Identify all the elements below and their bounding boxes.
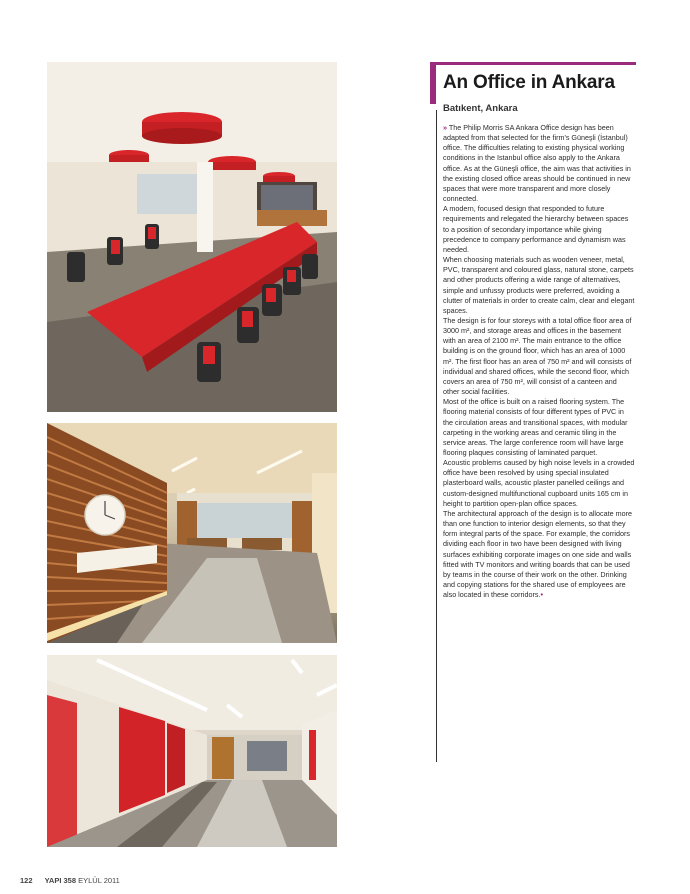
page-footer [20,876,120,885]
article-paragraph: A modern, focused design that responded to future requirements and relegated the hierarchy between spaces to a position of secondary importance while giving precedence to company performance and dynamism was needed. [443,204,629,254]
article-body [443,123,635,600]
end-mark-icon: • [540,590,544,600]
column-vertical-rule [436,110,437,762]
article-paragraph [443,123,635,204]
photo-reception-lobby [47,423,337,643]
article-subtitle: Batıkent, Ankara [443,103,518,114]
article-paragraph: Acoustic problems caused by high noise levels in a crowded office have been resolved by using special insulated plasterboard walls, acoustic plaster panelled ceilings and custom-designed multifunctional cupboard units 165 cm in height to partition open-plan office spaces. [443,458,635,508]
photo-corridor [47,655,337,847]
issue-date: EYLÜL 2011 [78,876,120,885]
article-paragraph: When choosing materials such as wooden veneer, metal, PVC, transparent and coloured glass, natural stone, carpets and other products offering a wide range of alternatives, simple and unfussy products were preferred, avoiding a clutter of materials in order to create calm, clear and elegant spaces. [443,255,635,315]
paragraph-text: The Philip Morris SA Ankara Office design has been adapted from that selected for the firm's Güneşli (İstanbul) office. The difficulties relating to existing physical working conditions in the Istanbul office also apply to the Ankara office. As at the Güneşli office, the aim was that activities in the existing closed office areas should be continued in new spaces that were more transparent and more closely connected. [443,123,631,204]
magazine-name: YAPI 358 [44,876,77,885]
photo-conference-room [47,62,337,412]
article-paragraph [443,509,635,600]
title-accent-side-bar [430,62,436,104]
paragraph-text: The architectural approach of the design is to allocate more than one function to interior design elements, so that they form integral parts of the space. For example, the corridors dividing each floor in two have been designed with living surfaces exhibiting corporate images on one side and walls fitted with TV monitors and writing boards that can be used by teams in the course of their work on the other. Drinking and copying stations for the shared use of employees are also located in these corridors. [443,508,632,600]
article-title: An Office in Ankara [443,72,615,93]
paragraph-marker-icon: » [443,123,447,132]
article-paragraph: The design is for four storeys with a total office floor area of 3000 m², and storage areas and offices in the basement with an area of 2100 m². The main entrance to the office building is on the ground floor, which has an area of 1000 m². The first floor has an area of 750 m² and will consists of individual and shared offices, while the second floor, which covers an area of 750 m², will consist of a canteen and other social facilities. [443,315,632,397]
reception-illustration [47,423,337,643]
page-number: 122 [20,876,33,885]
conference-room-illustration [47,62,337,412]
article-paragraph: Most of the office is built on a raised flooring system. The flooring material consists of four different types of PVC in the circulation areas and transitional spaces, with modular carpeting in the working areas and ceramic tiling in the service areas. The large conference room will have large flooring plaques consisting of laminated parquet. [443,397,628,457]
corridor-illustration [47,655,337,847]
title-accent-top-bar [430,62,636,65]
